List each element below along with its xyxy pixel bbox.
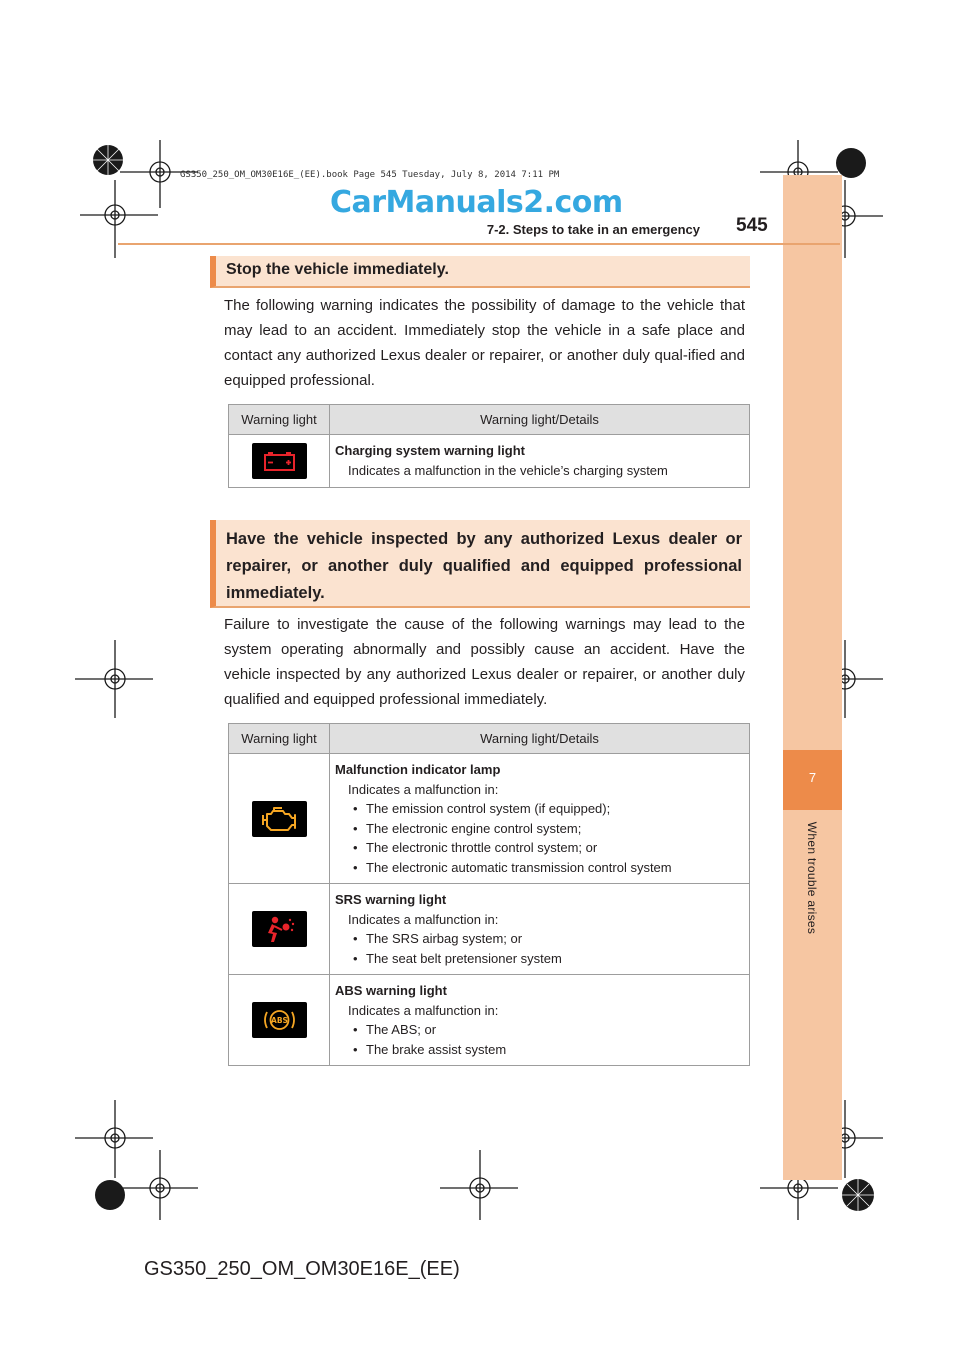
battery-icon <box>252 443 307 479</box>
table-row <box>229 975 750 1066</box>
table-row <box>229 754 750 884</box>
warning-description: Indicates a malfunction in: <box>348 1002 499 1018</box>
chapter-label-text: When trouble arises <box>805 821 819 935</box>
list-item: • The SRS airbag system; or <box>353 931 523 946</box>
list-item: • The brake assist system <box>353 1041 507 1057</box>
section-title: 7-2. Steps to take in an emergency <box>486 222 700 237</box>
warning-description: Indicates a malfunction in: <box>348 781 499 797</box>
registration-mark-bottom-left-dot <box>92 1177 128 1213</box>
warning-title: SRS warning light <box>335 892 447 907</box>
warning-table-inspect <box>228 723 750 1066</box>
warning-description: Indicates a malfunction in the vehicle’s charging system <box>348 462 668 478</box>
list-item: • The electronic throttle control system; or <box>353 840 598 855</box>
registration-mark-mid-left <box>75 640 155 720</box>
column-header-warning-light: Warning light <box>229 724 330 754</box>
engine-icon <box>252 801 307 837</box>
page-number: 545 <box>736 215 768 236</box>
section-heading-stop: Stop the vehicle immediately. <box>210 256 750 288</box>
airbag-icon <box>252 911 307 947</box>
column-header-details: Warning light/Details <box>330 724 750 754</box>
abs-icon <box>252 1002 307 1038</box>
header-divider <box>118 243 840 245</box>
warning-description: Indicates a malfunction in: <box>348 911 499 927</box>
book-info-line: GS350_250_OM_OM30E16E_(EE).book Page 545 Tuesday, July 8, 2014 7:11 PM <box>180 170 560 180</box>
table-row <box>229 884 750 975</box>
list-item: • The ABS; or <box>353 1022 437 1037</box>
registration-mark-bottom-left-2 <box>120 1150 200 1230</box>
section-paragraph-stop: The following warning indicates the possibility of damage to the vehicle that may lead to an accident. Immediately stop the vehicle in a safe place and contact any authorized Lexus dealer or repairer, or another duly qual-ified and equipped professional. <box>224 297 745 389</box>
svg-text:ABS: ABS <box>270 1016 288 1025</box>
warning-title: Charging system warning light <box>335 443 525 458</box>
registration-mark-bottom-right-dot <box>838 1175 878 1215</box>
registration-mark-bottom-center <box>440 1150 520 1230</box>
column-header-details: Warning light/Details <box>330 405 750 435</box>
list-item: • The electronic engine control system; <box>353 820 582 836</box>
list-item: • The emission control system (if equipped); <box>353 801 611 816</box>
column-header-warning-light: Warning light <box>229 405 330 435</box>
document-code: GS350_250_OM_OM30E16E_(EE) <box>144 1258 460 1280</box>
chapter-side-strip <box>783 175 842 1180</box>
section-heading-inspect: Have the vehicle inspected by any authorized Lexus dealer or repairer, or another duly qualified and equipped professional immediately. <box>210 520 750 608</box>
warning-title: Malfunction indicator lamp <box>335 762 501 777</box>
section-paragraph-inspect: Failure to investigate the cause of the following warnings may lead to the system operating abnormally and possibly cause an accident. Have the vehicle inspected by any authorized Lexus dealer or repairer, or another duly qualified and equipped professional immediately. <box>224 616 745 708</box>
warning-table-stop <box>228 404 750 488</box>
warning-title: ABS warning light <box>335 983 447 998</box>
table-header-row <box>229 405 750 435</box>
list-item: • The seat belt pretensioner system <box>353 950 562 966</box>
watermark[interactable]: CarManuals2.com <box>330 185 623 220</box>
table-header-row <box>229 724 750 754</box>
chapter-number-tab[interactable]: 7 <box>783 750 842 810</box>
list-item: • The electronic automatic transmission control system <box>353 859 672 875</box>
table-row <box>229 435 750 488</box>
